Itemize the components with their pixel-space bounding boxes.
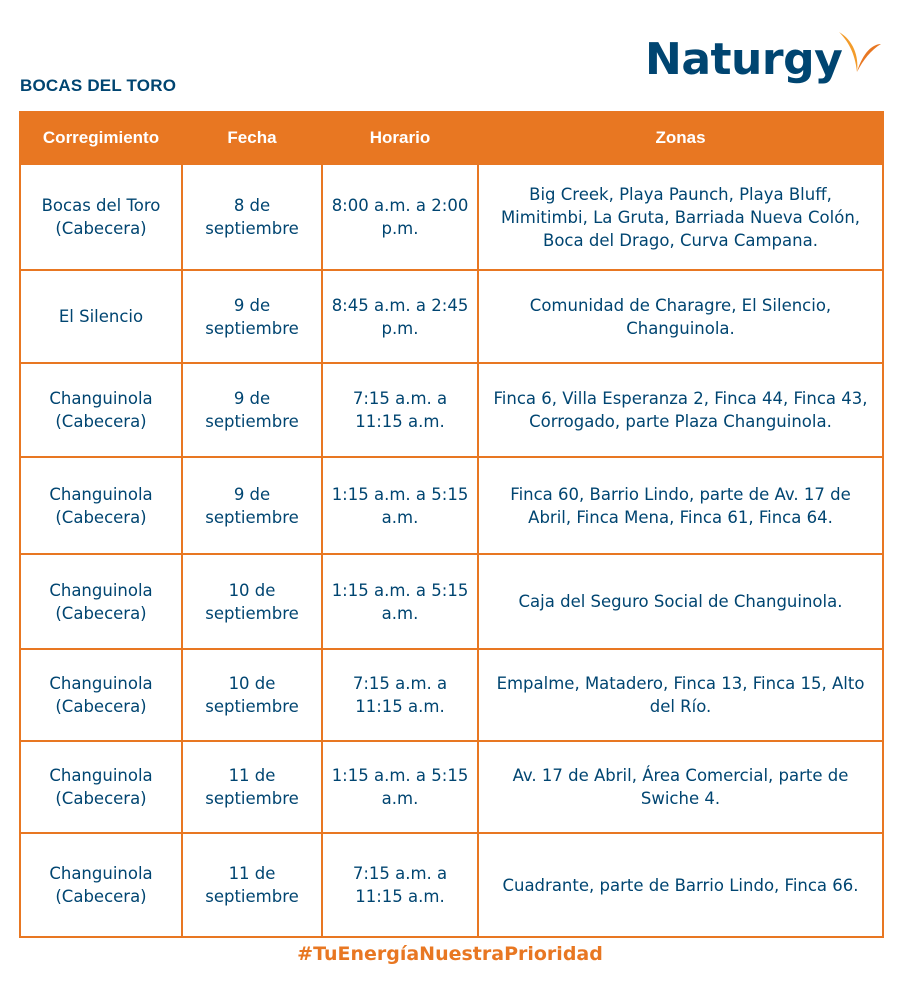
cell-zonas: Comunidad de Charagre, El Silencio, Changuinola. [478, 270, 883, 363]
cell-fecha: 10 de septiembre [182, 649, 322, 741]
cell-fecha: 8 de septiembre [182, 164, 322, 270]
cell-horario: 1:15 a.m. a 5:15 a.m. [322, 741, 478, 833]
cell-zonas: Finca 6, Villa Esperanza 2, Finca 44, Finca 43, Corrogado, parte Plaza Changuinola. [478, 363, 883, 457]
cell-fecha: 11 de septiembre [182, 833, 322, 937]
cell-horario: 8:45 a.m. a 2:45 p.m. [322, 270, 478, 363]
table-row [20, 363, 883, 457]
cell-horario: 8:00 a.m. a 2:00 p.m. [322, 164, 478, 270]
cell-zonas: Finca 60, Barrio Lindo, parte de Av. 17 de Abril, Finca Mena, Finca 61, Finca 64. [478, 457, 883, 554]
cell-corregimiento: Changuinola (Cabecera) [20, 649, 182, 741]
column-header-fecha: Fecha [182, 112, 322, 164]
cell-zonas: Caja del Seguro Social de Changuinola. [478, 554, 883, 649]
table-header-row [20, 112, 883, 164]
cell-zonas: Empalme, Matadero, Finca 13, Finca 15, Alto del Río. [478, 649, 883, 741]
column-header-zonas: Zonas [478, 112, 883, 164]
cell-horario: 7:15 a.m. a 11:15 a.m. [322, 833, 478, 937]
cell-corregimiento: Bocas del Toro (Cabecera) [20, 164, 182, 270]
cell-fecha: 9 de septiembre [182, 363, 322, 457]
cell-horario: 1:15 a.m. a 5:15 a.m. [322, 457, 478, 554]
cell-corregimiento: Changuinola (Cabecera) [20, 833, 182, 937]
table-row [20, 270, 883, 363]
table-row [20, 457, 883, 554]
footer-hashtag: #TuEnergíaNuestraPrioridad [297, 943, 603, 965]
cell-fecha: 9 de septiembre [182, 270, 322, 363]
cell-horario: 7:15 a.m. a 11:15 a.m. [322, 649, 478, 741]
cell-zonas: Big Creek, Playa Paunch, Playa Bluff, Mimitimbi, La Gruta, Barriada Nueva Colón, Boca del Drago, Curva Campana. [478, 164, 883, 270]
cell-zonas: Av. 17 de Abril, Área Comercial, parte de Swiche 4. [478, 741, 883, 833]
column-header-horario: Horario [322, 112, 478, 164]
table-row [20, 554, 883, 649]
table-row [20, 741, 883, 833]
cell-fecha: 9 de septiembre [182, 457, 322, 554]
column-header-corregimiento: Corregimiento [20, 112, 182, 164]
cell-fecha: 11 de septiembre [182, 741, 322, 833]
cell-zonas: Cuadrante, parte de Barrio Lindo, Finca 66. [478, 833, 883, 937]
naturgy-logo [645, 26, 885, 96]
cell-corregimiento: Changuinola (Cabecera) [20, 741, 182, 833]
cell-corregimiento: El Silencio [20, 270, 182, 363]
cell-corregimiento: Changuinola (Cabecera) [20, 363, 182, 457]
table-row [20, 164, 883, 270]
logo-wordmark: Naturgy [645, 34, 843, 85]
schedule-table [19, 111, 884, 938]
cell-horario: 7:15 a.m. a 11:15 a.m. [322, 363, 478, 457]
cell-fecha: 10 de septiembre [182, 554, 322, 649]
cell-corregimiento: Changuinola (Cabecera) [20, 554, 182, 649]
butterfly-icon [833, 26, 885, 78]
cell-corregimiento: Changuinola (Cabecera) [20, 457, 182, 554]
region-title: BOCAS DEL TORO [20, 76, 177, 95]
table-row [20, 649, 883, 741]
table-row [20, 833, 883, 937]
cell-horario: 1:15 a.m. a 5:15 a.m. [322, 554, 478, 649]
